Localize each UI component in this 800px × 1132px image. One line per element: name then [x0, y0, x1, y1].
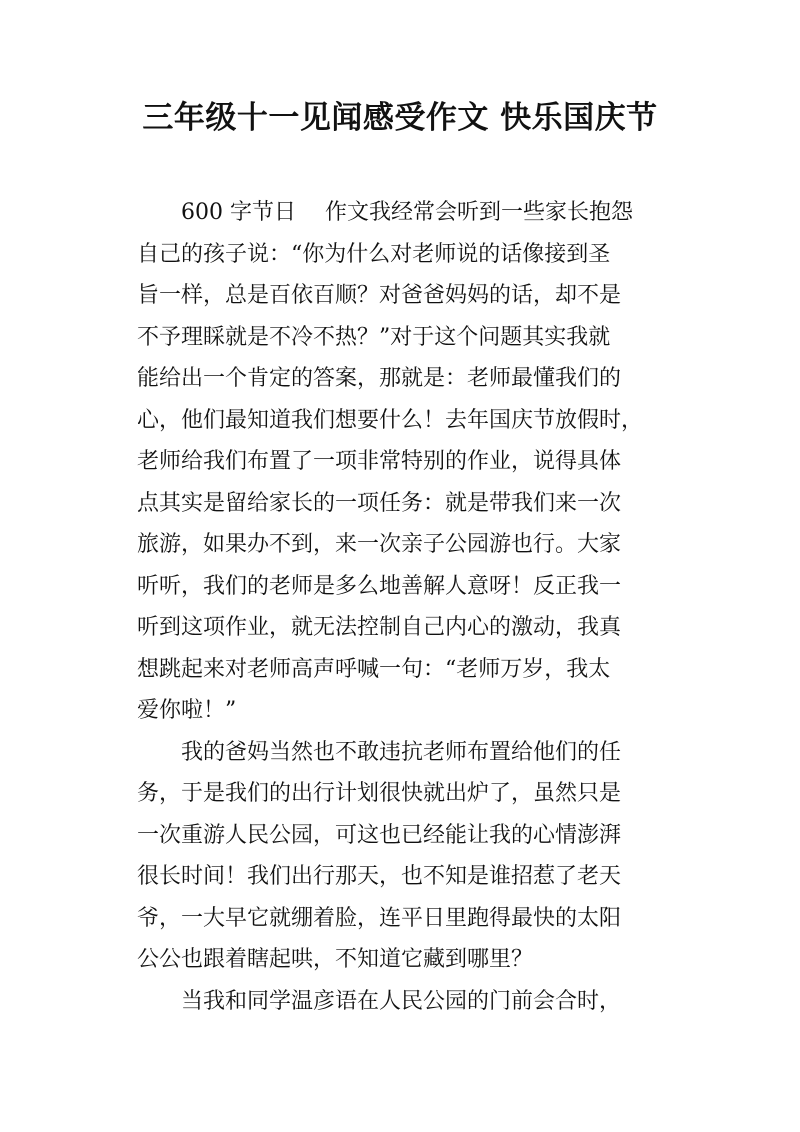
- paragraph-line: 很长时间！我们出行那天，也不知是谁招惹了老天: [137, 864, 622, 889]
- article-body: [137, 192, 665, 1022]
- paragraph: [137, 981, 665, 1023]
- paragraph: [137, 192, 665, 732]
- paragraph-line: 听听，我们的老师是多么地善解人意呀！反正我一: [137, 573, 622, 599]
- paragraph: [137, 732, 665, 981]
- paragraph-line: 600 字节日 作文我经常会听到一些家长抱怨: [181, 200, 633, 225]
- paragraph-line: 老师给我们布置了一项非常特别的作业，说得具体: [137, 449, 622, 474]
- paragraph-line: 能给出一个肯定的答案，那就是：老师最懂我们的: [137, 366, 622, 391]
- paragraph-line: 旅游，如果办不到，来一次亲子公园游也行。大家: [137, 532, 622, 557]
- paragraph-line: 一次重游人民公园，可这也已经能让我的心情澎湃: [137, 822, 622, 848]
- paragraph-line: 旨一样，总是百依百顺？对爸爸妈妈的话，却不是: [137, 283, 622, 308]
- paragraph-line: 点其实是留给家长的一项任务：就是带我们来一次: [137, 490, 622, 516]
- paragraph-line: 爱你啦！”: [137, 698, 237, 723]
- paragraph-line: 心，他们最知道我们想要什么！去年国庆节放假时，: [137, 407, 644, 433]
- paragraph-line: 务，于是我们的出行计划很快就出炉了，虽然只是: [137, 781, 622, 806]
- paragraph-line: 不予理睬就是不冷不热？”对于这个问题其实我就: [137, 324, 611, 350]
- paragraph-line: 自己的孩子说：“你为什么对老师说的话像接到圣: [137, 241, 611, 267]
- paragraph-line: 我的爸妈当然也不敢违抗老师布置给他们的任: [181, 739, 622, 765]
- paragraph-line: 爷，一大早它就绷着脸，连平日里跑得最快的太阳: [137, 905, 622, 931]
- document-title: 三年级十一见闻感受作文 快乐国庆节: [142, 100, 658, 136]
- paragraph-line: 听到这项作业，就无法控制自己内心的激动，我真: [137, 615, 622, 640]
- paragraph-line: 想跳起来对老师高声呼喊一句：“老师万岁，我太: [137, 656, 611, 682]
- paragraph-line: 当我和同学温彦语在人民公园的门前会合时，: [181, 988, 622, 1014]
- paragraph-line: 公公也跟着瞎起哄，不知道它藏到哪里？: [137, 947, 534, 972]
